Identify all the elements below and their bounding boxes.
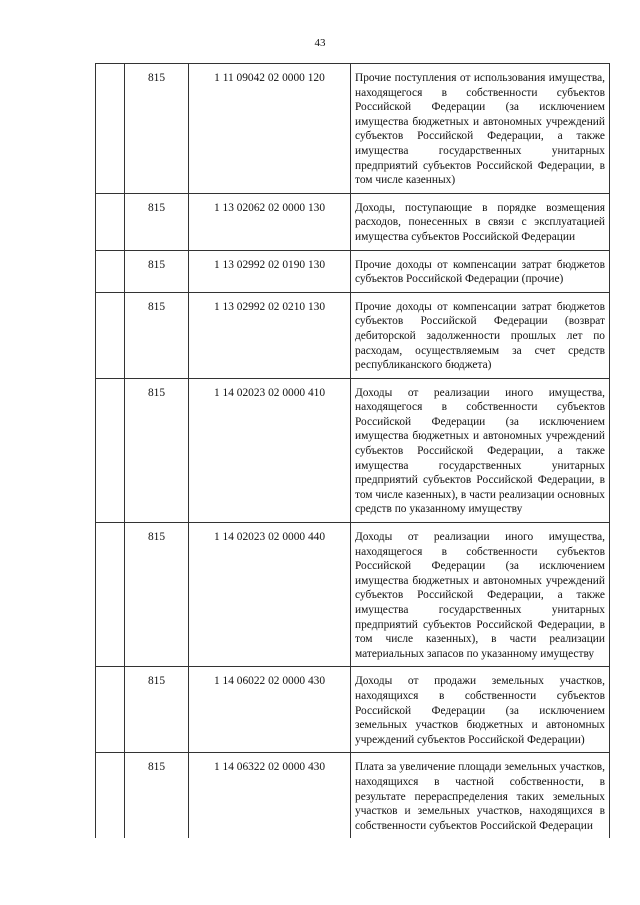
- blank-cell: [96, 292, 125, 378]
- description-cell: Плата за увеличение площади земельных участков, находящихся в частной собственности, в результате перераспределения таких земельных участков и земельных участков, находящихся в собственности субъектов Российской Федерации: [351, 753, 610, 838]
- table-row: [96, 523, 610, 667]
- description-cell: Прочие поступления от использования имущества, находящегося в собственности субъектов Российской Федерации (за исключением имущества бюджетных и автономных учреждений субъектов Российской Федерации, а также имущества государственных унитарных предприятий субъектов Российской Федерации, в том числе казенных): [351, 64, 610, 194]
- budget-code-cell: 1 14 06022 02 0000 430: [189, 667, 351, 753]
- admin-code-cell: 815: [125, 667, 189, 753]
- description-cell: Прочие доходы от компенсации затрат бюджетов субъектов Российской Федерации (возврат дебиторской задолженности прошлых лет по расходам, осуществляемым за счет средств республиканского бюджета): [351, 292, 610, 378]
- budget-code-cell: 1 13 02992 02 0210 130: [189, 292, 351, 378]
- description-cell: Доходы от реализации иного имущества, находящегося в собственности субъектов Российской Федерации (за исключением имущества бюджетных и автономных учреждений субъектов Российской Федерации, а также имущества государственных унитарных предприятий субъектов Российской Федерации, в том числе казенных), в части реализации материальных запасов по указанному имуществу: [351, 523, 610, 667]
- admin-code-cell: 815: [125, 523, 189, 667]
- budget-code-cell: 1 14 02023 02 0000 410: [189, 378, 351, 522]
- page-number: 43: [314, 37, 326, 49]
- blank-cell: [96, 64, 125, 194]
- budget-code-cell: 1 14 06322 02 0000 430: [189, 753, 351, 838]
- table-row: [96, 753, 610, 838]
- admin-code-cell: 815: [125, 64, 189, 194]
- budget-code-cell: 1 13 02992 02 0190 130: [189, 250, 351, 292]
- blank-cell: [96, 667, 125, 753]
- admin-code-cell: 815: [125, 378, 189, 522]
- revenue-codes-table: [95, 63, 610, 838]
- admin-code-cell: 815: [125, 292, 189, 378]
- admin-code-cell: 815: [125, 193, 189, 250]
- budget-code-cell: 1 14 02023 02 0000 440: [189, 523, 351, 667]
- blank-cell: [96, 250, 125, 292]
- table-row: [96, 292, 610, 378]
- blank-cell: [96, 753, 125, 838]
- admin-code-cell: 815: [125, 250, 189, 292]
- description-cell: Прочие доходы от компенсации затрат бюджетов субъектов Российской Федерации (прочие): [351, 250, 610, 292]
- description-cell: Доходы от продажи земельных участков, находящихся в собственности субъектов Российской Федерации (за исключением земельных участков бюджетных и автономных учреждений субъектов Российской Федерации): [351, 667, 610, 753]
- admin-code-cell: 815: [125, 753, 189, 838]
- description-cell: Доходы, поступающие в порядке возмещения расходов, понесенных в связи с эксплуатацией имущества субъектов Российской Федерации: [351, 193, 610, 250]
- table-row: [96, 378, 610, 522]
- blank-cell: [96, 193, 125, 250]
- table-row: [96, 250, 610, 292]
- table-row: [96, 64, 610, 194]
- table-row: [96, 193, 610, 250]
- table-row: [96, 667, 610, 753]
- blank-cell: [96, 523, 125, 667]
- budget-code-cell: 1 11 09042 02 0000 120: [189, 64, 351, 194]
- description-cell: Доходы от реализации иного имущества, находящегося в собственности субъектов Российской Федерации (за исключением имущества бюджетных и автономных учреждений субъектов Российской Федерации, а также имущества государственных унитарных предприятий субъектов Российской Федерации, в том числе казенных), в части реализации основных средств по указанному имуществу: [351, 378, 610, 522]
- blank-cell: [96, 378, 125, 522]
- budget-code-cell: 1 13 02062 02 0000 130: [189, 193, 351, 250]
